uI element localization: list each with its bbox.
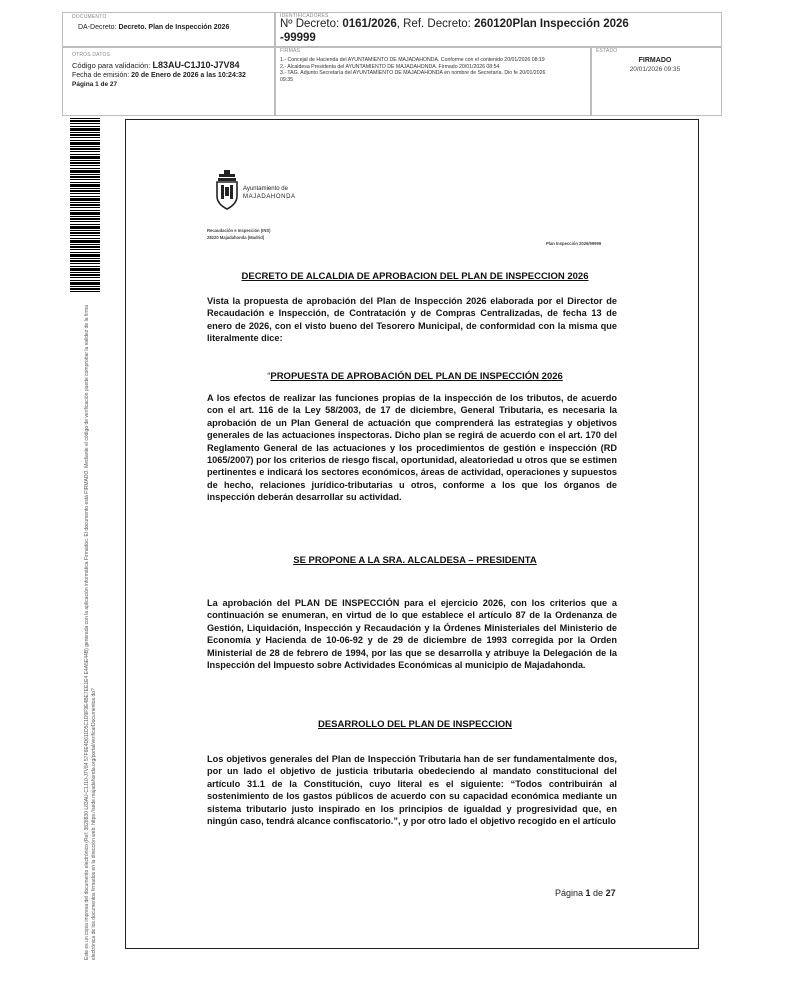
codigo-value: L83AU-C1J10-J7V84 (152, 60, 240, 70)
pagina-indicator: Página 1 de 27 (72, 81, 118, 88)
identificadores-value (280, 17, 710, 45)
propone-title: SE PROPONE A LA SRA. ALCALDESA – PRESIDENTA (293, 555, 537, 566)
estado-date: 20/01/2026 09:35 (629, 66, 681, 73)
decreto-prefix: Nº Decreto: (280, 18, 343, 30)
desarrollo-title: DESARROLLO DEL PLAN DE INSPECCION (317, 719, 513, 730)
doc-reference: Plan Inspección 2026/99999 (546, 241, 602, 246)
org-line2: MAJADAHONDA (243, 194, 296, 200)
decreto-number: 0161/2026 (342, 18, 397, 30)
decree-title: DECRETO DE ALCALDIA DE APROBACION DEL PLAN DE INSPECCION 2026 (241, 271, 589, 282)
otros-label: OTROS DATOS (72, 52, 111, 58)
firmas-list (280, 57, 586, 83)
page-number-footer (555, 888, 616, 898)
dept-line2: 28220 Majadahonda (Madrid) (207, 235, 265, 240)
identificadores-label: IDENTIFICADORES (280, 13, 329, 19)
codigo-label: Código para validación: (72, 61, 153, 70)
validation-barcode (70, 118, 100, 293)
documento-type: DA-Decreto: (78, 24, 119, 31)
decreto-ref: 260120Plan Inspección 2026 (474, 18, 629, 30)
proposal-title (210, 371, 620, 382)
firma-line: 1.- Concejal de Hacienda del AYUNTAMIENTO DE MAJADAHONDA. Conforme con el contenido 20/01/2026 08:19 (280, 57, 545, 63)
documento-title: Decreto. Plan de Inspección 2026 (118, 24, 230, 31)
firma-line: 3.- TAG. Adjunto Secretaría del AYUNTAMIENTO DE MAJADAHONDA en nombre de Secretaría. Dio fe 20/01/2026 (280, 70, 546, 77)
codigo-validacion (72, 60, 240, 71)
approval-paragraph: La aprobación del PLAN DE INSPECCIÓN para el ejercicio 2026, con los criterios que a continuación se enumeran, en virtud de lo que establece el artículo 87 de la Ordenanza de Gestión, Liquidación, Inspección y Recaudación y la Órdenes Ministeriales del Ministerio de Economía y Hacienda de 10-06-92 y de 29 de diciembre de 1993 corregida por la Orden Ministerial de 28 de febrero de 1994, por las que se desarrolla y atribuye la Delegación de la Inspección del Impuesto sobre Actividades Económicas al municipio de Majadahonda. (207, 598, 617, 671)
proposal-paragraph: A los efectos de realizar las funciones propias de la inspección de los tributos, de acuerdo con el art. 116 de la Ley 58/2003, de 17 de diciembre, General Tributaria, es necesaria la aprobación de un Plan General de actuación que comprenderá las estrategias y objetivos generales de las actuaciones inspectoras. Dicho plan se regirá de acuerdo con el art. 170 del Reglamento General de las actuaciones y los procedimientos de gestión e inspección (RD 1065/2007) por los criterios de riesgo fiscal, oportunidad, aleatoriedad u otros que se estimen pertinentes e indicará los sectores económicos, áreas de actividad, operaciones y supuestos de hecho, relaciones jurídico-tributarias u otros, conforme a los que los órganos de inspección deberán desarrollar su actividad. (207, 393, 617, 503)
footer-mid: de (590, 888, 606, 898)
documento-label: DOCUMENTO (72, 14, 107, 20)
fecha-value: 20 de Enero de 2026 a las 10:24:32 (131, 72, 246, 79)
footer-current: 1 (585, 888, 591, 898)
majadahonda-crest-icon (214, 170, 240, 210)
footer-total: 27 (605, 888, 616, 898)
documento-value (78, 24, 229, 31)
decreto-mid: , Ref. Decreto: (396, 18, 475, 30)
firmas-label: FIRMAS (280, 48, 301, 54)
estado-value: FIRMADO (638, 57, 672, 64)
fecha-emision (72, 72, 246, 79)
proposal-open-quote: “ (267, 371, 271, 382)
validation-side-text: Este es un copia impresa del documento electrónico (Ref: 3828830 L83AU-C1J10-J7V84 57F6E4D611D5C1D9F9E4BE7EE1E4 E4A5E44B) generada con la aplicación informática Firmadoc. El documento está FIRMADO. Mediante el código de verificación puede comprobar la validez de la firma electrónica de los documentos firmados en la dirección web: https://sede.majadahonda.org/portal/verificarDocumentos.do? (84, 305, 97, 960)
decreto-ref-suffix: -99999 (280, 32, 316, 44)
objectives-paragraph: Los objetivos generales del Plan de Inspección Tributaria han de ser fundamentalmente dos, por un lado el objetivo de justicia tributaria obedeciendo al mandato constitucional del artículo 31.1 de la Constitución, cuyo literal es el siguiente: “Todos contribuirán al sostenimiento de los gastos públicos de acuerdo con su capacidad económica mediante un sistema tributario justo inspirado en los principios de igualdad y progresividad que, en ningún caso, tendrá alcance confiscatorio.”, y por otro lado el objetivo recogido en el artículo (207, 754, 617, 827)
org-line1: Ayuntamiento de (243, 186, 288, 192)
dept-line1: Recaudación e Inspección (INS) (207, 228, 271, 233)
estado-label: ESTADO (596, 48, 618, 54)
firma-line: 09:35 (280, 76, 293, 83)
firma-line: 2.- Alcaldesa Presidenta del AYUNTAMIENTO DE MAJADAHONDA. Firmado 20/01/2026 08:54 (280, 63, 500, 70)
footer-prefix: Página (555, 888, 586, 898)
fecha-label: Fecha de emisión: (72, 72, 132, 79)
intro-paragraph: Vista la propuesta de aprobación del Plan de Inspección 2026 elaborada por el Director de Recaudación e Inspección, de Contratación y de Compras Centralizadas, de fecha 13 de enero de 2026, con el visto bueno del Tesorero Municipal, de conformidad con la misma que literalmente dice: (207, 296, 617, 344)
proposal-title-text: PROPUESTA DE APROBACIÓN DEL PLAN DE INSPECCIÓN 2026 (270, 371, 563, 382)
